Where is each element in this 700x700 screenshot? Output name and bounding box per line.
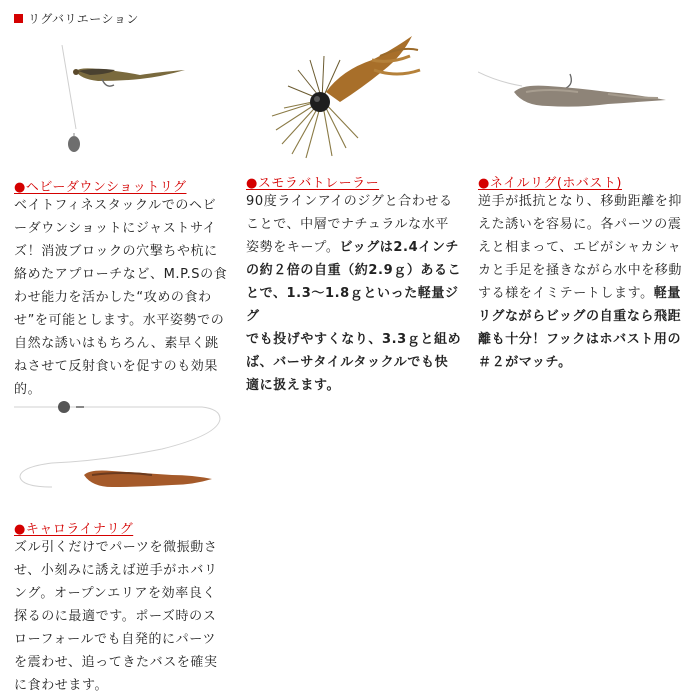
text-line: ング。オープンエリアを効率良く [14, 586, 217, 601]
text-line: 逆手が抵抗となり、移動距離を抑 [478, 194, 683, 209]
text-line: えと相まって、エビがシャカシャ [478, 240, 682, 255]
carolina-rig-image [12, 395, 222, 505]
text-line: でも投げやすくなり、3.3ｇと組め [246, 332, 462, 347]
text-line: ベイトフィネスタックルでのヘビ [14, 198, 217, 213]
text-line [478, 282, 693, 305]
text-line: えた誘いを容易に。各パーツの震 [478, 217, 682, 232]
text-line: 絡めたアプローチなど、M.P.Sの食 [14, 267, 228, 282]
text-line: ズ！消波ブロックの穴撃ちや杭に [14, 244, 218, 259]
heavy-down-shot-image [40, 45, 210, 155]
text-line: とで、1.3～1.8ｇといった軽量ジグ [246, 286, 459, 324]
text-line: ーダウンショットにジャストサイ [14, 221, 217, 236]
text-line: 自然な誘いはもちろん、素早く跳 [14, 336, 219, 351]
text-line: ねさせて反射食いを促すのも効果 [14, 359, 219, 374]
text-line-normal: 姿勢をキープ。 [246, 240, 340, 255]
text-line: 的。 [14, 382, 42, 397]
text-line: せ、小刻みに誘えば逆手がホバリ [14, 563, 218, 578]
heavy-down-shot-title: ●ヘビーダウンショットリグ [14, 180, 187, 195]
sumo-trailer-image [262, 30, 432, 160]
text-line: ことで、中層でナチュラルな水平 [246, 217, 449, 232]
text-line: リグながらビッグの自重なら飛距 [478, 309, 682, 324]
header-bullet [14, 14, 23, 23]
text-line: ズル引くだけでパーツを微振動さ [14, 540, 218, 555]
text-line: せ”を可能とします。水平姿勢での [14, 313, 225, 328]
text-line-bold: ビッグは2.4インチ [339, 240, 460, 255]
nail-rig-image [478, 70, 678, 120]
text-line: 離も十分！フックはホバスト用の [478, 332, 682, 347]
text-line: ＃２がマッチ。 [478, 355, 572, 370]
carolina-rig-title: ●キャロライナリグ [14, 522, 134, 537]
text-line-normal: する様をイミテートします。 [478, 286, 654, 301]
sumo-trailer-description [246, 190, 471, 397]
text-line: 90度ラインアイのジグと合わせる [246, 194, 453, 209]
text-line: カと手足を掻きながら水中を移動 [478, 263, 683, 278]
text-line [246, 236, 471, 259]
text-line: ローフォールでも自発的にパーツ [14, 632, 216, 647]
nail-rig-title: ●ネイルリグ(ホバスト) [478, 176, 622, 191]
nail-rig-description [478, 190, 693, 374]
text-line: ば、バーサタイルタックルでも快 [246, 355, 449, 370]
text-line: わせ能力を活かした“攻めの食わ [14, 290, 212, 305]
carolina-rig-description [14, 536, 229, 697]
text-line: 適に扱えます。 [246, 378, 341, 393]
heavy-down-shot-description [14, 194, 229, 401]
text-line-bold: 軽量 [653, 286, 681, 301]
section-title: リグバリエーション [28, 12, 139, 26]
text-line: の約２倍の自重（約2.9ｇ）あるこ [246, 263, 462, 278]
sumo-trailer-title: ●スモラバトレーラー [246, 176, 380, 191]
text-line: 探るのに最適です。ポーズ時のス [14, 609, 217, 624]
text-line: に食わせます。 [14, 678, 109, 693]
text-line: を震わせ、追ってきたバスを確実 [14, 655, 218, 670]
section-header [14, 10, 139, 27]
